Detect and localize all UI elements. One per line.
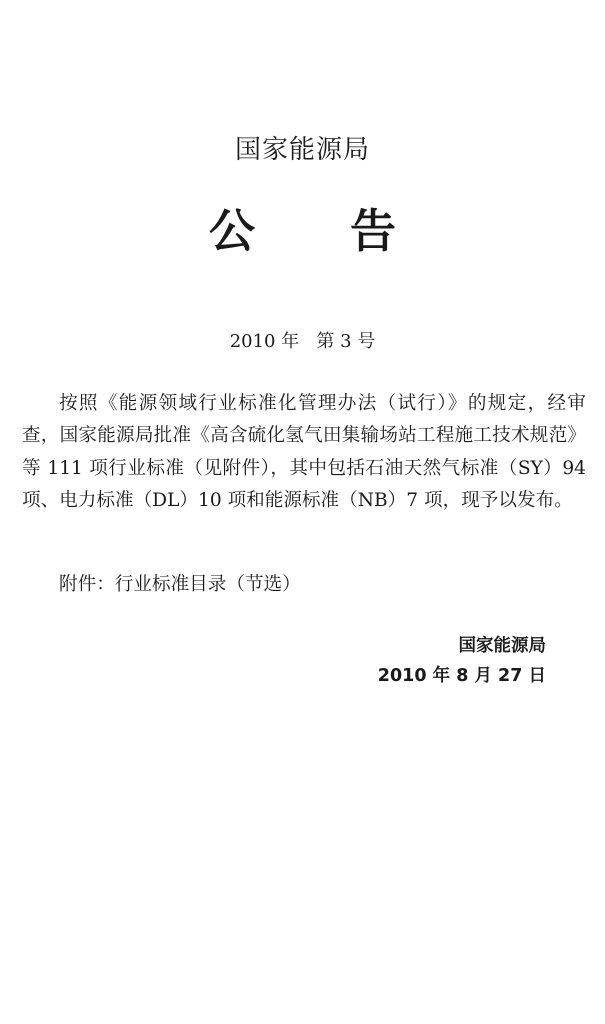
signature-organization: 国家能源局 [458,636,546,656]
notice-title-char-2: 告 [350,204,396,258]
notice-title [0,200,605,262]
document-number: 2010 年 第 3 号 [229,331,376,352]
notice-title-char-1: 公 [209,204,255,258]
issuing-agency-title: 国家能源局 [234,135,370,165]
signature-date: 2010 年 8 月 27 日 [377,666,546,686]
body-paragraph: 按照《能源领域行业标准化管理办法（试行）》的规定，经审查，国家能源局批准《高含硫化氢气田集输场站工程施工技术规范》等 111 项行业标准（见附件），其中包括石油天然气标准（SY）94 项、电力标准（DL）10 项和能源标准（NB）7 项，现予以发布。 [22,393,586,511]
attachment-line: 附件：行业标准目录（节选） [59,574,301,595]
